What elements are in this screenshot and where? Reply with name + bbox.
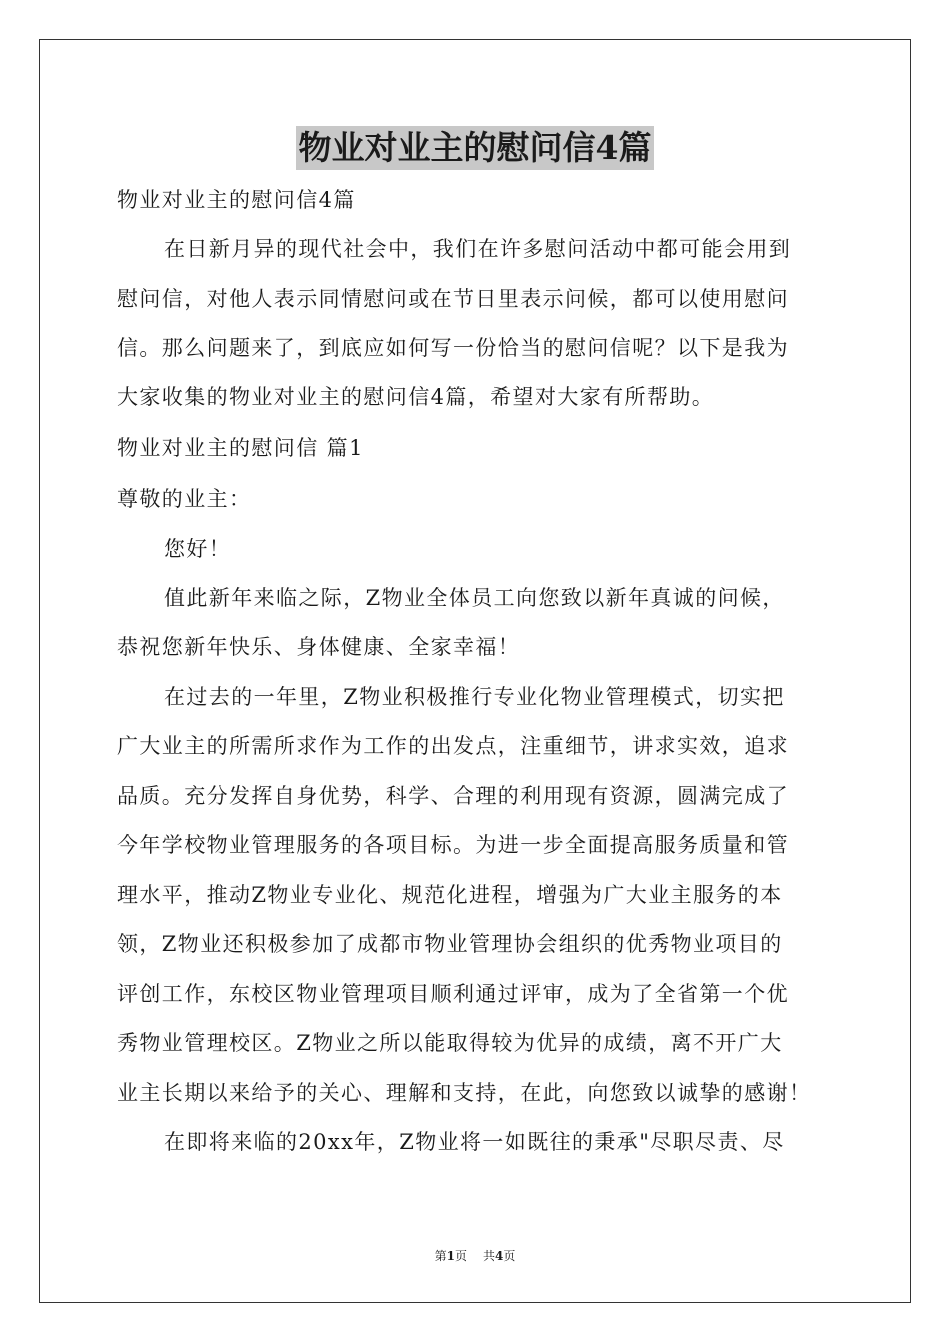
greeting-line: 您好！ <box>164 537 232 561</box>
paragraph-line: 秀物业管理校区。Z物业之所以能取得较为优异的成绩，离不开广大 <box>117 1031 783 1055</box>
section-heading: 物业对业主的慰问信 篇1 <box>117 436 364 460</box>
paragraph-line: 在过去的一年里，Z物业积极推行专业化物业管理模式，切实把 <box>164 685 785 709</box>
subtitle-line: 物业对业主的慰问信4篇 <box>117 188 356 212</box>
paragraph-line: 领，Z物业还积极参加了成都市物业管理协会组织的优秀物业项目的 <box>117 932 783 956</box>
paragraph-line: 评创工作，东校区物业管理项目顺利通过评审，成为了全省第一个优 <box>117 982 789 1006</box>
total-prefix: 共 <box>483 1249 496 1263</box>
paragraph-line: 业主长期以来给予的关心、理解和支持，在此，向您致以诚挚的感谢！ <box>117 1081 812 1105</box>
paragraph-line: 今年学校物业管理服务的各项目标。为进一步全面提高服务质量和管 <box>117 833 789 857</box>
paragraph-line: 理水平，推动Z物业专业化、规范化进程，增强为广大业主服务的本 <box>117 883 783 907</box>
page-footer <box>0 1248 950 1264</box>
paragraph-line: 在日新月异的现代社会中，我们在许多慰问活动中都可能会用到 <box>164 237 792 261</box>
paragraph-line: 信。那么问题来了，到底应如何写一份恰当的慰问信呢？以下是我为 <box>117 336 789 360</box>
page-suffix: 页 <box>454 1249 467 1263</box>
paragraph-line: 大家收集的物业对业主的慰问信4篇，希望对大家有所帮助。 <box>117 385 715 409</box>
page-prefix: 第 <box>434 1249 447 1263</box>
paragraph-line: 恭祝您新年快乐、身体健康、全家幸福！ <box>117 635 521 659</box>
page-border <box>39 39 911 1303</box>
document-title: 物业对业主的慰问信4篇 <box>296 126 655 170</box>
paragraph-line: 值此新年来临之际，Z物业全体员工向您致以新年真诚的问候， <box>164 586 785 610</box>
salutation-line: 尊敬的业主： <box>117 487 252 511</box>
paragraph-line: 慰问信，对他人表示同情慰问或在节日里表示问候，都可以使用慰问 <box>117 287 789 311</box>
paragraph-line: 广大业主的所需所求作为工作的出发点，注重细节，讲求实效，追求 <box>117 734 789 758</box>
title-container <box>0 126 950 170</box>
total-suffix: 页 <box>503 1249 516 1263</box>
page-current: 1 <box>446 1249 455 1263</box>
page-total: 4 <box>495 1249 504 1263</box>
paragraph-line: 品质。充分发挥自身优势，科学、合理的利用现有资源，圆满完成了 <box>117 784 789 808</box>
paragraph-line: 在即将来临的20xx年，Z物业将一如既往的秉承"尽职尽责、尽 <box>164 1130 785 1154</box>
